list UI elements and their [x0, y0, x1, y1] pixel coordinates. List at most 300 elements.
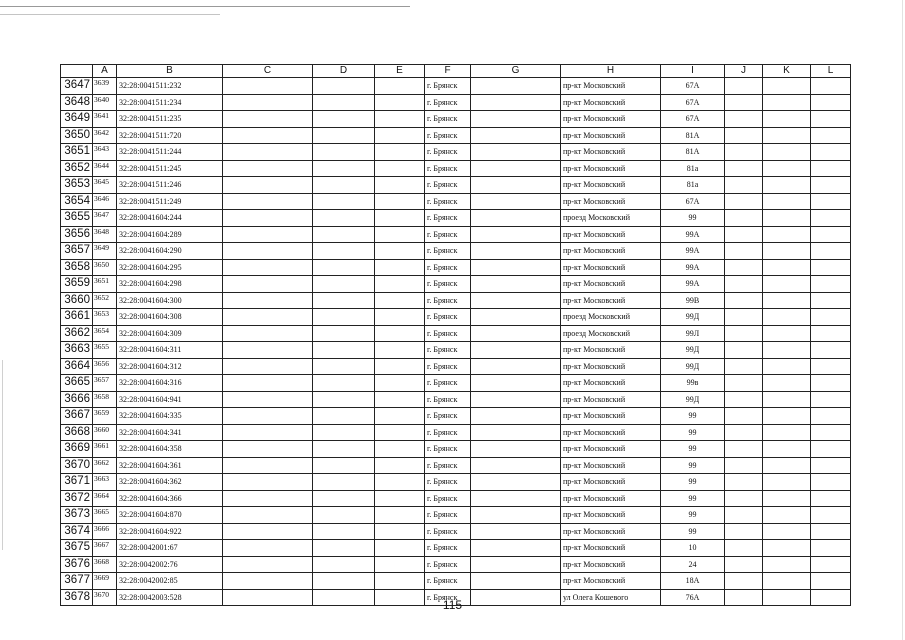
cell-l[interactable]: [811, 94, 851, 111]
cell-b[interactable]: 32:28:0041604:362: [117, 474, 223, 491]
cell-k[interactable]: [763, 276, 811, 293]
cell-d[interactable]: [313, 325, 375, 342]
cell-j[interactable]: [725, 160, 763, 177]
cell-d[interactable]: [313, 111, 375, 128]
cell-a[interactable]: 3647: [93, 210, 117, 227]
cell-k[interactable]: [763, 94, 811, 111]
cell-c[interactable]: [223, 391, 313, 408]
cell-g[interactable]: [471, 111, 561, 128]
cell-c[interactable]: [223, 259, 313, 276]
cell-j[interactable]: [725, 490, 763, 507]
cell-a[interactable]: 3653: [93, 309, 117, 326]
row-number[interactable]: 3657: [61, 243, 93, 260]
cell-a[interactable]: 3641: [93, 111, 117, 128]
cell-l[interactable]: [811, 457, 851, 474]
cell-b[interactable]: 32:28:0041604:922: [117, 523, 223, 540]
cell-l[interactable]: [811, 408, 851, 425]
cell-h[interactable]: пр-кт Московский: [561, 342, 661, 359]
cell-c[interactable]: [223, 243, 313, 260]
cell-e[interactable]: [375, 144, 425, 161]
cell-f[interactable]: г. Брянск: [425, 276, 471, 293]
row-number[interactable]: 3664: [61, 358, 93, 375]
cell-g[interactable]: [471, 243, 561, 260]
cell-e[interactable]: [375, 391, 425, 408]
corner-cell[interactable]: [61, 65, 93, 78]
cell-e[interactable]: [375, 408, 425, 425]
cell-e[interactable]: [375, 573, 425, 590]
cell-h[interactable]: пр-кт Московский: [561, 276, 661, 293]
cell-c[interactable]: [223, 375, 313, 392]
cell-l[interactable]: [811, 144, 851, 161]
cell-l[interactable]: [811, 210, 851, 227]
row-number[interactable]: 3670: [61, 457, 93, 474]
cell-e[interactable]: [375, 276, 425, 293]
cell-l[interactable]: [811, 424, 851, 441]
cell-a[interactable]: 3655: [93, 342, 117, 359]
cell-g[interactable]: [471, 375, 561, 392]
cell-c[interactable]: [223, 210, 313, 227]
cell-k[interactable]: [763, 193, 811, 210]
cell-i[interactable]: 99: [661, 507, 725, 524]
cell-f[interactable]: г. Брянск: [425, 424, 471, 441]
cell-k[interactable]: [763, 556, 811, 573]
cell-g[interactable]: [471, 523, 561, 540]
cell-l[interactable]: [811, 556, 851, 573]
cell-e[interactable]: [375, 243, 425, 260]
cell-k[interactable]: [763, 408, 811, 425]
cell-d[interactable]: [313, 177, 375, 194]
cell-a[interactable]: 3656: [93, 358, 117, 375]
cell-f[interactable]: г. Брянск: [425, 160, 471, 177]
cell-h[interactable]: пр-кт Московский: [561, 556, 661, 573]
cell-k[interactable]: [763, 325, 811, 342]
row-number[interactable]: 3672: [61, 490, 93, 507]
row-number[interactable]: 3656: [61, 226, 93, 243]
cell-i[interactable]: 99: [661, 474, 725, 491]
cell-i[interactable]: 99: [661, 441, 725, 458]
row-number[interactable]: 3649: [61, 111, 93, 128]
row-number[interactable]: 3648: [61, 94, 93, 111]
cell-a[interactable]: 3664: [93, 490, 117, 507]
cell-b[interactable]: 32:28:0041511:249: [117, 193, 223, 210]
cell-g[interactable]: [471, 325, 561, 342]
row-number[interactable]: 3662: [61, 325, 93, 342]
cell-h[interactable]: пр-кт Московский: [561, 474, 661, 491]
cell-b[interactable]: 32:28:0041511:246: [117, 177, 223, 194]
cell-a[interactable]: 3666: [93, 523, 117, 540]
cell-l[interactable]: [811, 127, 851, 144]
cell-g[interactable]: [471, 177, 561, 194]
cell-i[interactable]: 24: [661, 556, 725, 573]
cell-k[interactable]: [763, 358, 811, 375]
cell-j[interactable]: [725, 523, 763, 540]
cell-f[interactable]: г. Брянск: [425, 309, 471, 326]
cell-h[interactable]: ул Олега Кошевого: [561, 589, 661, 606]
cell-h[interactable]: пр-кт Московский: [561, 490, 661, 507]
cell-d[interactable]: [313, 210, 375, 227]
cell-h[interactable]: пр-кт Московский: [561, 507, 661, 524]
cell-j[interactable]: [725, 259, 763, 276]
cell-b[interactable]: 32:28:0041604:298: [117, 276, 223, 293]
cell-d[interactable]: [313, 556, 375, 573]
cell-h[interactable]: проезд Московский: [561, 325, 661, 342]
row-number[interactable]: 3677: [61, 573, 93, 590]
cell-b[interactable]: 32:28:0041511:245: [117, 160, 223, 177]
cell-i[interactable]: 10: [661, 540, 725, 557]
cell-l[interactable]: [811, 111, 851, 128]
cell-d[interactable]: [313, 78, 375, 95]
cell-l[interactable]: [811, 309, 851, 326]
cell-l[interactable]: [811, 226, 851, 243]
cell-c[interactable]: [223, 523, 313, 540]
cell-j[interactable]: [725, 424, 763, 441]
cell-b[interactable]: 32:28:0041604:312: [117, 358, 223, 375]
cell-g[interactable]: [471, 160, 561, 177]
cell-c[interactable]: [223, 507, 313, 524]
cell-d[interactable]: [313, 94, 375, 111]
cell-d[interactable]: [313, 457, 375, 474]
row-number[interactable]: 3655: [61, 210, 93, 227]
row-number[interactable]: 3665: [61, 375, 93, 392]
cell-h[interactable]: пр-кт Московский: [561, 193, 661, 210]
cell-e[interactable]: [375, 78, 425, 95]
row-number[interactable]: 3660: [61, 292, 93, 309]
cell-a[interactable]: 3663: [93, 474, 117, 491]
cell-e[interactable]: [375, 127, 425, 144]
cell-d[interactable]: [313, 408, 375, 425]
cell-a[interactable]: 3657: [93, 375, 117, 392]
row-number[interactable]: 3667: [61, 408, 93, 425]
cell-b[interactable]: 32:28:0041604:358: [117, 441, 223, 458]
cell-k[interactable]: [763, 210, 811, 227]
cell-b[interactable]: 32:28:0041604:289: [117, 226, 223, 243]
cell-j[interactable]: [725, 127, 763, 144]
cell-d[interactable]: [313, 441, 375, 458]
cell-b[interactable]: 32:28:0041604:309: [117, 325, 223, 342]
cell-c[interactable]: [223, 111, 313, 128]
cell-f[interactable]: г. Брянск: [425, 441, 471, 458]
cell-l[interactable]: [811, 391, 851, 408]
row-number[interactable]: 3669: [61, 441, 93, 458]
row-number[interactable]: 3661: [61, 309, 93, 326]
cell-i[interactable]: 81а: [661, 160, 725, 177]
cell-a[interactable]: 3639: [93, 78, 117, 95]
cell-g[interactable]: [471, 507, 561, 524]
cell-b[interactable]: 32:28:0041511:244: [117, 144, 223, 161]
cell-g[interactable]: [471, 144, 561, 161]
cell-g[interactable]: [471, 342, 561, 359]
cell-g[interactable]: [471, 391, 561, 408]
cell-e[interactable]: [375, 490, 425, 507]
cell-j[interactable]: [725, 408, 763, 425]
cell-g[interactable]: [471, 408, 561, 425]
cell-e[interactable]: [375, 375, 425, 392]
cell-i[interactable]: 99А: [661, 243, 725, 260]
cell-g[interactable]: [471, 78, 561, 95]
cell-b[interactable]: 32:28:0041604:316: [117, 375, 223, 392]
cell-f[interactable]: г. Брянск: [425, 457, 471, 474]
cell-l[interactable]: [811, 276, 851, 293]
cell-a[interactable]: 3645: [93, 177, 117, 194]
cell-i[interactable]: 67А: [661, 78, 725, 95]
cell-k[interactable]: [763, 342, 811, 359]
cell-f[interactable]: г. Брянск: [425, 325, 471, 342]
cell-d[interactable]: [313, 243, 375, 260]
cell-k[interactable]: [763, 259, 811, 276]
cell-e[interactable]: [375, 259, 425, 276]
cell-h[interactable]: пр-кт Московский: [561, 391, 661, 408]
cell-k[interactable]: [763, 127, 811, 144]
cell-g[interactable]: [471, 490, 561, 507]
cell-i[interactable]: 99А: [661, 259, 725, 276]
cell-c[interactable]: [223, 441, 313, 458]
cell-h[interactable]: пр-кт Московский: [561, 408, 661, 425]
cell-g[interactable]: [471, 573, 561, 590]
cell-h[interactable]: пр-кт Московский: [561, 259, 661, 276]
cell-b[interactable]: 32:28:0042002:76: [117, 556, 223, 573]
cell-f[interactable]: г. Брянск: [425, 144, 471, 161]
cell-g[interactable]: [471, 94, 561, 111]
cell-k[interactable]: [763, 391, 811, 408]
cell-a[interactable]: 3654: [93, 325, 117, 342]
cell-j[interactable]: [725, 144, 763, 161]
cell-f[interactable]: г. Брянск: [425, 243, 471, 260]
cell-f[interactable]: г. Брянск: [425, 391, 471, 408]
column-header-g[interactable]: G: [471, 65, 561, 78]
cell-g[interactable]: [471, 259, 561, 276]
cell-g[interactable]: [471, 358, 561, 375]
cell-e[interactable]: [375, 540, 425, 557]
cell-f[interactable]: г. Брянск: [425, 127, 471, 144]
cell-h[interactable]: пр-кт Московский: [561, 177, 661, 194]
cell-c[interactable]: [223, 78, 313, 95]
cell-f[interactable]: г. Брянск: [425, 342, 471, 359]
cell-c[interactable]: [223, 556, 313, 573]
cell-e[interactable]: [375, 325, 425, 342]
cell-i[interactable]: 99В: [661, 292, 725, 309]
cell-e[interactable]: [375, 292, 425, 309]
cell-f[interactable]: г. Брянск: [425, 94, 471, 111]
cell-a[interactable]: 3665: [93, 507, 117, 524]
cell-k[interactable]: [763, 490, 811, 507]
cell-h[interactable]: пр-кт Московский: [561, 78, 661, 95]
cell-l[interactable]: [811, 259, 851, 276]
cell-e[interactable]: [375, 94, 425, 111]
cell-k[interactable]: [763, 474, 811, 491]
cell-i[interactable]: 81а: [661, 177, 725, 194]
column-header-i[interactable]: I: [661, 65, 725, 78]
row-number[interactable]: 3678: [61, 589, 93, 606]
cell-a[interactable]: 3650: [93, 259, 117, 276]
cell-g[interactable]: [471, 474, 561, 491]
cell-g[interactable]: [471, 540, 561, 557]
cell-h[interactable]: пр-кт Московский: [561, 457, 661, 474]
cell-c[interactable]: [223, 342, 313, 359]
cell-j[interactable]: [725, 210, 763, 227]
cell-k[interactable]: [763, 160, 811, 177]
cell-h[interactable]: проезд Московский: [561, 309, 661, 326]
cell-c[interactable]: [223, 573, 313, 590]
cell-c[interactable]: [223, 276, 313, 293]
cell-l[interactable]: [811, 160, 851, 177]
cell-g[interactable]: [471, 276, 561, 293]
cell-i[interactable]: 99в: [661, 375, 725, 392]
cell-j[interactable]: [725, 441, 763, 458]
cell-i[interactable]: 99: [661, 408, 725, 425]
cell-d[interactable]: [313, 358, 375, 375]
cell-j[interactable]: [725, 309, 763, 326]
cell-e[interactable]: [375, 210, 425, 227]
cell-i[interactable]: 99Д: [661, 391, 725, 408]
cell-b[interactable]: 32:28:0041604:295: [117, 259, 223, 276]
cell-k[interactable]: [763, 226, 811, 243]
cell-e[interactable]: [375, 441, 425, 458]
cell-d[interactable]: [313, 160, 375, 177]
cell-i[interactable]: 99: [661, 523, 725, 540]
cell-h[interactable]: проезд Московский: [561, 210, 661, 227]
cell-f[interactable]: г. Брянск: [425, 507, 471, 524]
cell-k[interactable]: [763, 144, 811, 161]
cell-b[interactable]: 32:28:0041511:232: [117, 78, 223, 95]
cell-k[interactable]: [763, 573, 811, 590]
cell-j[interactable]: [725, 342, 763, 359]
cell-i[interactable]: 99: [661, 490, 725, 507]
row-number[interactable]: 3676: [61, 556, 93, 573]
cell-l[interactable]: [811, 177, 851, 194]
cell-e[interactable]: [375, 523, 425, 540]
cell-h[interactable]: пр-кт Московский: [561, 127, 661, 144]
cell-k[interactable]: [763, 424, 811, 441]
cell-d[interactable]: [313, 391, 375, 408]
cell-f[interactable]: г. Брянск: [425, 259, 471, 276]
cell-g[interactable]: [471, 457, 561, 474]
cell-i[interactable]: 99: [661, 424, 725, 441]
cell-i[interactable]: 99: [661, 210, 725, 227]
cell-l[interactable]: [811, 490, 851, 507]
cell-g[interactable]: [471, 292, 561, 309]
cell-a[interactable]: 3642: [93, 127, 117, 144]
cell-d[interactable]: [313, 474, 375, 491]
cell-e[interactable]: [375, 474, 425, 491]
cell-j[interactable]: [725, 358, 763, 375]
cell-j[interactable]: [725, 78, 763, 95]
cell-j[interactable]: [725, 94, 763, 111]
cell-g[interactable]: [471, 127, 561, 144]
cell-i[interactable]: 18А: [661, 573, 725, 590]
cell-b[interactable]: 32:28:0041604:341: [117, 424, 223, 441]
cell-c[interactable]: [223, 358, 313, 375]
cell-j[interactable]: [725, 276, 763, 293]
cell-f[interactable]: г. Брянск: [425, 226, 471, 243]
cell-l[interactable]: [811, 325, 851, 342]
cell-c[interactable]: [223, 292, 313, 309]
cell-l[interactable]: [811, 193, 851, 210]
cell-a[interactable]: 3652: [93, 292, 117, 309]
column-header-b[interactable]: B: [117, 65, 223, 78]
cell-l[interactable]: [811, 540, 851, 557]
row-number[interactable]: 3650: [61, 127, 93, 144]
column-header-j[interactable]: J: [725, 65, 763, 78]
cell-k[interactable]: [763, 243, 811, 260]
row-number[interactable]: 3654: [61, 193, 93, 210]
cell-e[interactable]: [375, 309, 425, 326]
cell-c[interactable]: [223, 94, 313, 111]
cell-b[interactable]: 32:28:0041511:235: [117, 111, 223, 128]
cell-d[interactable]: [313, 424, 375, 441]
cell-h[interactable]: пр-кт Московский: [561, 292, 661, 309]
cell-c[interactable]: [223, 408, 313, 425]
cell-k[interactable]: [763, 78, 811, 95]
cell-b[interactable]: 32:28:0041604:335: [117, 408, 223, 425]
cell-c[interactable]: [223, 325, 313, 342]
cell-i[interactable]: 99А: [661, 276, 725, 293]
cell-e[interactable]: [375, 507, 425, 524]
cell-h[interactable]: пр-кт Московский: [561, 144, 661, 161]
cell-j[interactable]: [725, 292, 763, 309]
row-number[interactable]: 3675: [61, 540, 93, 557]
cell-l[interactable]: [811, 243, 851, 260]
cell-c[interactable]: [223, 144, 313, 161]
cell-j[interactable]: [725, 540, 763, 557]
cell-f[interactable]: г. Брянск: [425, 573, 471, 590]
cell-d[interactable]: [313, 226, 375, 243]
cell-h[interactable]: пр-кт Московский: [561, 441, 661, 458]
cell-b[interactable]: 32:28:0041604:366: [117, 490, 223, 507]
row-number[interactable]: 3666: [61, 391, 93, 408]
cell-d[interactable]: [313, 540, 375, 557]
cell-f[interactable]: г. Брянск: [425, 111, 471, 128]
cell-h[interactable]: пр-кт Московский: [561, 243, 661, 260]
cell-c[interactable]: [223, 127, 313, 144]
cell-l[interactable]: [811, 507, 851, 524]
cell-l[interactable]: [811, 523, 851, 540]
cell-l[interactable]: [811, 474, 851, 491]
cell-f[interactable]: г. Брянск: [425, 375, 471, 392]
cell-h[interactable]: пр-кт Московский: [561, 375, 661, 392]
cell-h[interactable]: пр-кт Московский: [561, 111, 661, 128]
cell-h[interactable]: пр-кт Московский: [561, 94, 661, 111]
cell-k[interactable]: [763, 309, 811, 326]
cell-h[interactable]: пр-кт Московский: [561, 160, 661, 177]
cell-b[interactable]: 32:28:0042001:67: [117, 540, 223, 557]
cell-c[interactable]: [223, 540, 313, 557]
cell-d[interactable]: [313, 276, 375, 293]
cell-c[interactable]: [223, 177, 313, 194]
cell-h[interactable]: пр-кт Московский: [561, 523, 661, 540]
cell-h[interactable]: пр-кт Московский: [561, 358, 661, 375]
row-number[interactable]: 3647: [61, 78, 93, 95]
cell-a[interactable]: 3649: [93, 243, 117, 260]
cell-h[interactable]: пр-кт Московский: [561, 226, 661, 243]
cell-i[interactable]: 99А: [661, 226, 725, 243]
row-number[interactable]: 3652: [61, 160, 93, 177]
cell-l[interactable]: [811, 342, 851, 359]
cell-b[interactable]: 32:28:0042003:528: [117, 589, 223, 606]
cell-b[interactable]: 32:28:0041604:308: [117, 309, 223, 326]
cell-k[interactable]: [763, 523, 811, 540]
cell-i[interactable]: 67А: [661, 111, 725, 128]
cell-i[interactable]: 99Д: [661, 342, 725, 359]
cell-j[interactable]: [725, 391, 763, 408]
cell-j[interactable]: [725, 226, 763, 243]
cell-g[interactable]: [471, 556, 561, 573]
cell-a[interactable]: 3646: [93, 193, 117, 210]
cell-d[interactable]: [313, 127, 375, 144]
cell-c[interactable]: [223, 457, 313, 474]
cell-f[interactable]: г. Брянск: [425, 589, 471, 606]
cell-j[interactable]: [725, 507, 763, 524]
cell-j[interactable]: [725, 243, 763, 260]
